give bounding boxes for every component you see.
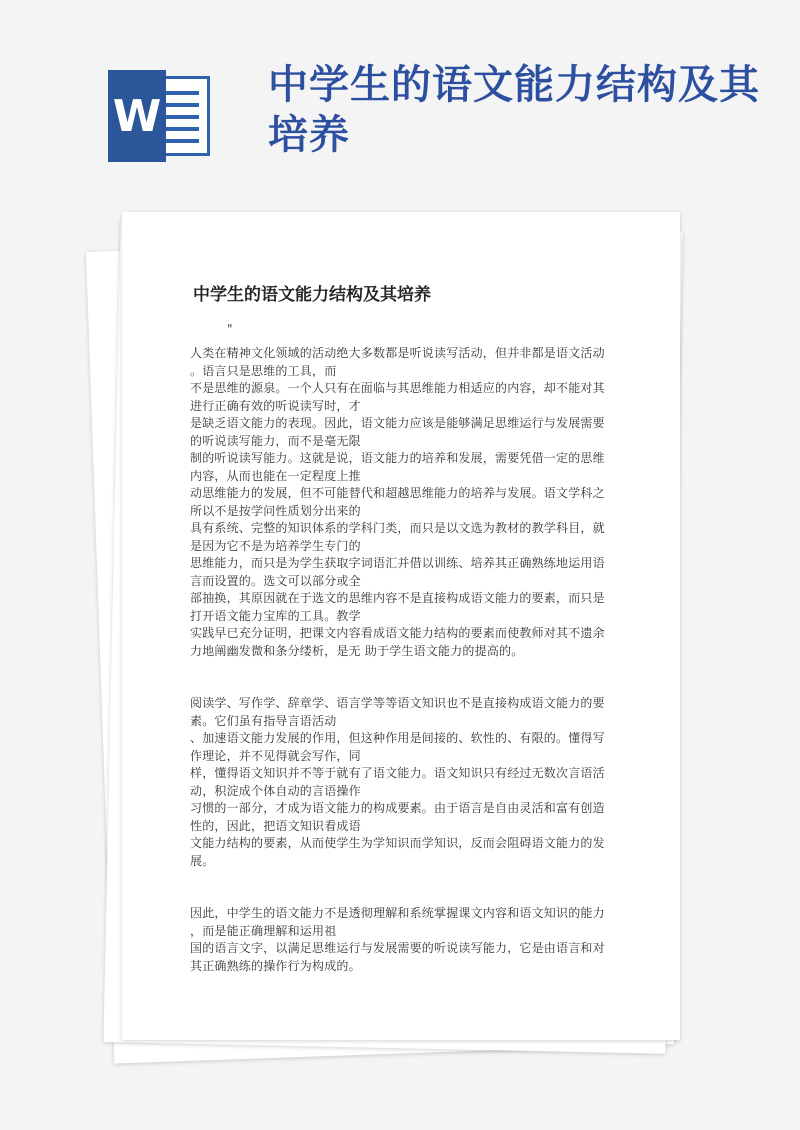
paragraph-1: 人类在精神文化领域的活动绝大多数都是听说读写活动，但并非都是语文活动 。语言只是思维的工具，而 不是思维的源泉。一个人只有在面临与其思维能力相适应的内容，却不能对其 进行正确有效的听说读写时，才 是缺乏语文能力的表现。因此，语文能力应该是能够满足思维运行与发展需要 的听说读写能力，而不是毫无限 制的听说读写能力。这就是说，语文能力的培养和发展，需要凭借一定的思维 内容，从而也能在一定程度上推 动思维能力的发展，但不可能替代和超越思维能力的培养与发展。语文学科之 所以不是按学问性质划分出来的 具有系统、完整的知识体系的学科门类，而只是以文选为教材的教学科目，就 是因为它不是为培养学生专门的 思维能力，而只是为学生获取字词语汇并借以训练、培养其正确熟练地运用语 言而设置的。选文可以部分或全 部抽换，其原因就在于选文的思维内容不是直接构成语文能力的要素，而只是 打开语文能力宝库的工具。教学 实践早已充分证明，把课文内容看成语文能力结构的要素而使教师对其不遗余 力地阐幽发微和条分缕析，是无 助于学生语文能力的提高的。 [190,346,605,658]
paragraph-2: 阅读学、写作学、辞章学、语言学等等语文知识也不是直接构成语文能力的要 素。它们虽有指导言语活动 、加速语文能力发展的作用，但这种作用是间接的、软性的、有限的。懂得写 作理论，并不见得就会写作，同 样，懂得语文知识并不等于就有了语文能力。语文知识只有经过无数次言语活 动，积淀成个体自动的言语操作 习惯的一部分，才成为语文能力的构成要素。由于语言是自由灵活和富有创造 性的，因此，把语文知识看成语 文能力结构的要素，从而使学生为学知识而学知识，反而会阻碍语文能力的发 展。 [190,696,605,868]
paragraph-3: 因此，中学生的语文能力不是透彻理解和系统掌握课文内容和语文知识的能力 ，而是能正确理解和运用祖 国的语言文字，以满足思维运行与发展需要的听说读写能力，它是由语言和对 其正确熟练的操作行为构成的。 [190,906,605,973]
word-letter-badge: W [108,70,166,162]
document-title: 中学生的语文能力结构及其培养 [193,285,431,305]
page-title: 中学生的语文能力结构及其培养 [268,61,760,158]
word-document-icon [108,70,212,162]
quote-mark: " [227,322,233,336]
